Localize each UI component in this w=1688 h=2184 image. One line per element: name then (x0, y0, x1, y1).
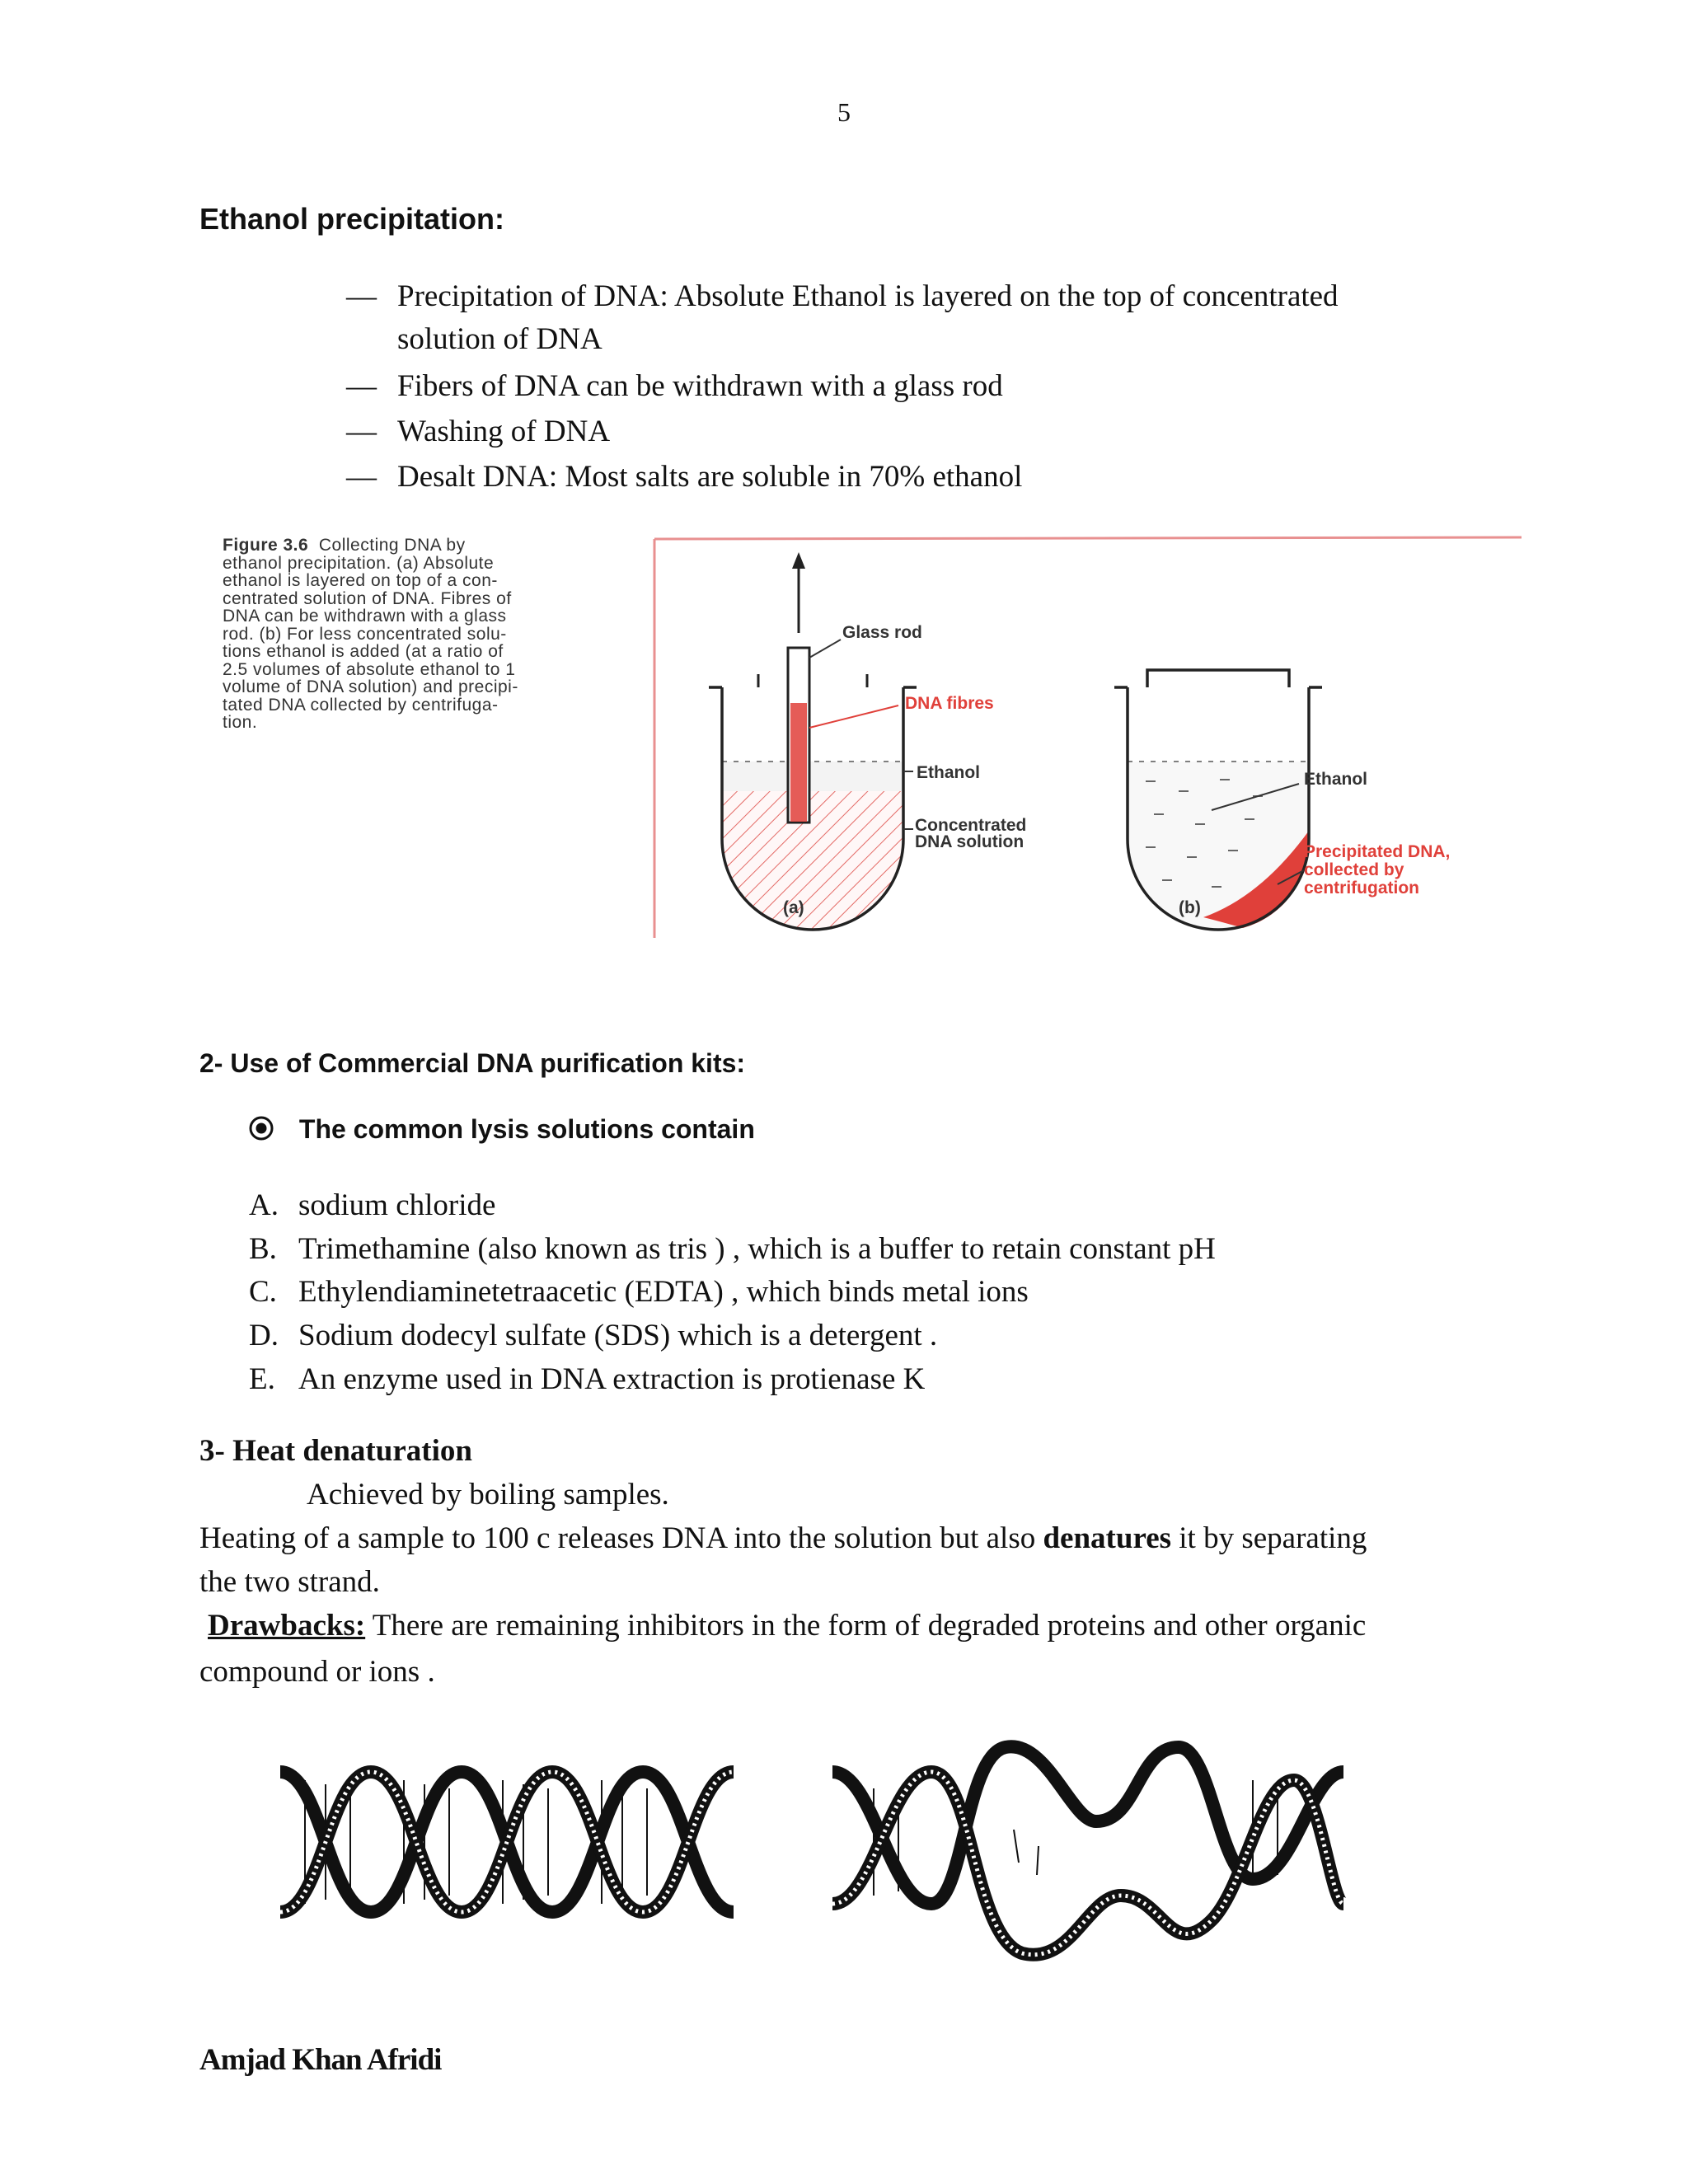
list-item: D. Sodium dodecyl sulfate (SDS) which is a detergent . (249, 1319, 938, 1352)
lysis-bullet: The common lysis solutions contain (247, 1114, 755, 1145)
list-item: E. An enzyme used in DNA extraction is protienase K (249, 1362, 926, 1396)
bullet-item: — Desalt DNA: Most salts are soluble in 70% ethanol (346, 460, 1023, 494)
figure-label: Figure 3.6 (223, 536, 309, 555)
section-title-kits: 2- Use of Commercial DNA purification kits: (199, 1048, 746, 1078)
heat-line-1: Achieved by boiling samples. (307, 1478, 669, 1511)
page-number: 5 (837, 97, 851, 127)
label-dna-solution: DNA solution (915, 832, 1025, 851)
bullet-item: — Washing of DNA (346, 415, 611, 448)
label-panel-b: (b) (1179, 898, 1201, 917)
label-ethanol-b: Ethanol (1304, 770, 1367, 789)
bullet-item-continuation: solution of DNA (397, 322, 603, 356)
bullet-item: — Fibers of DNA can be withdrawn with a glass rod (346, 369, 1003, 403)
figure-caption: Figure 3.6 Collecting DNA by ethanol precipitation. (a) Absolute ethanol is layered on top of a con- centrated solution of DNA. Fibres of DNA can be withdrawn with a glass rod. (b) For less concentrated solu- tions ethanol is added (at a ratio of 2.5 volumes of absolute ethanol to 1 volume of DNA solution) and precipi- tated DNA collected by centrifuga- tion. (223, 536, 518, 732)
dna-denatured-helix-image (824, 1731, 1360, 1978)
section-title-ethanol: Ethanol precipitation: (199, 202, 505, 236)
heat-line-2: Heating of a sample to 100 c releases DNA into the solution but also denatures it by separating (199, 1521, 1367, 1555)
radio-bullet-icon (247, 1114, 275, 1142)
figure-frame-top (654, 537, 1522, 539)
drawbacks-label: Drawbacks: (208, 1609, 366, 1643)
list-item: A. sodium chloride (249, 1188, 496, 1222)
footer-author: Amjad Khan Afridi (199, 2043, 442, 2077)
label-panel-a: (a) (783, 898, 804, 917)
label-precipitated-dna: Precipitated DNA, (1304, 842, 1451, 861)
label-ethanol-a: Ethanol (917, 763, 980, 782)
label-glass-rod: Glass rod (842, 623, 922, 642)
label-concentrated: Concentrated (915, 816, 1027, 835)
bullet-item: — Precipitation of DNA: Absolute Ethanol is layered on the top of concentrated (346, 279, 1339, 313)
list-item: B. Trimethamine (also known as tris ) , which is a buffer to retain constant pH (249, 1232, 1216, 1266)
section-title-heat: 3- Heat denaturation (199, 1434, 472, 1468)
list-item: C. Ethylendiaminetetraacetic (EDTA) , which binds metal ions (249, 1275, 1029, 1309)
heat-line-3: the two strand. (199, 1565, 380, 1599)
tube-a (709, 552, 917, 940)
heat-line-5: compound or ions . (199, 1655, 435, 1689)
label-collected-by: collected by (1304, 860, 1404, 879)
label-dna-fibres: DNA fibres (905, 694, 994, 713)
denatures-term: denatures (1043, 1521, 1172, 1555)
label-centrifugation: centrifugation (1304, 879, 1419, 898)
dna-double-helix-image (272, 1747, 750, 1937)
drawbacks-line: Drawbacks: There are remaining inhibitors in the form of degraded proteins and other organic (208, 1609, 1367, 1643)
ethanol-precipitation-diagram (651, 534, 1525, 946)
tube-b (1114, 670, 1322, 940)
